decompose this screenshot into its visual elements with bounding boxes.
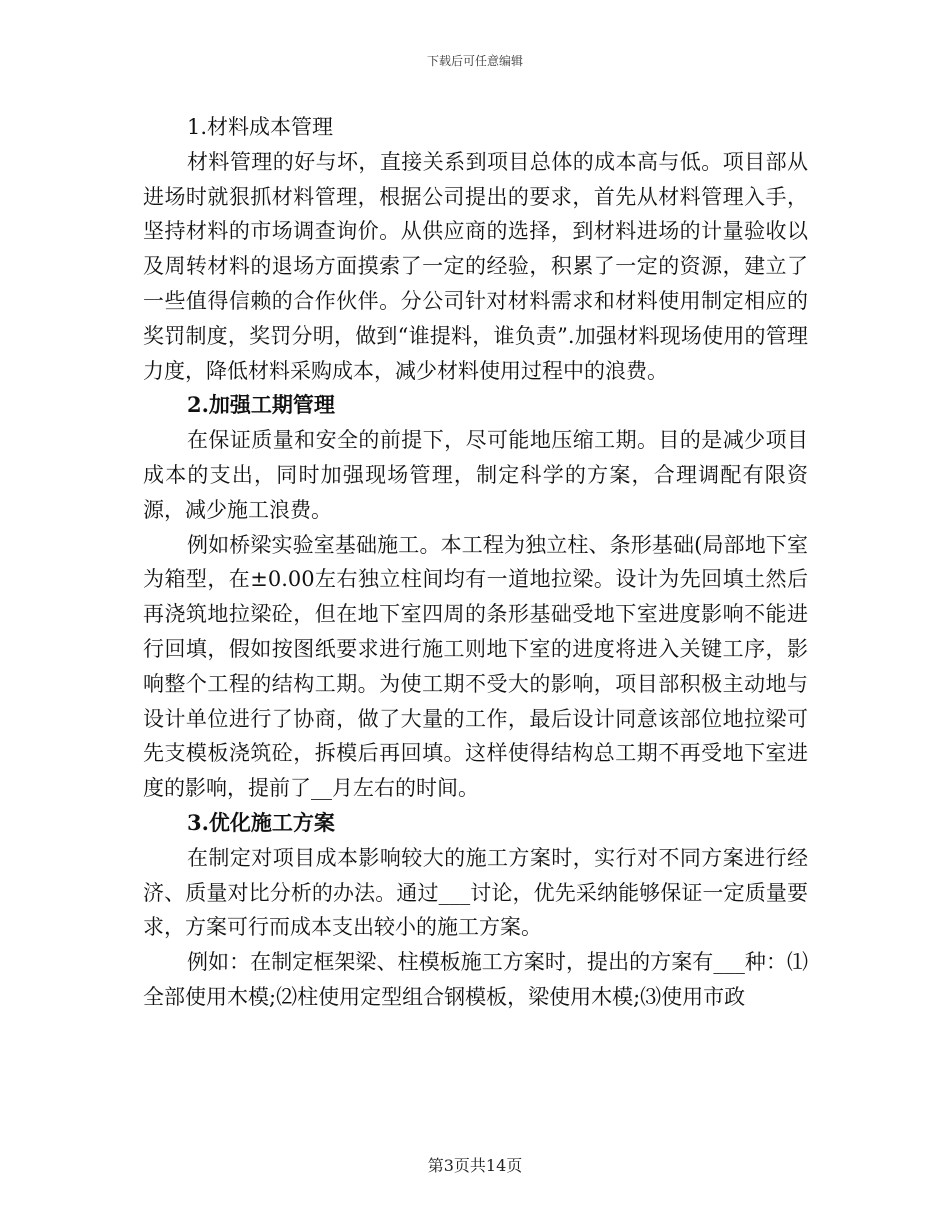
page-header-note: 下载后可任意编辑 <box>426 54 523 68</box>
section-heading-construction-plan: 3.优化施工方案 <box>187 809 335 835</box>
section-heading-material-cost: 1.材料成本管理 <box>187 115 334 139</box>
paragraph-formwork-example: 例如：在制定框架梁、柱模板施工方案时，提出的方案有___种：⑴全部使用木模;⑵柱使用定型组合钢模板，梁使用木模;⑶使用市政 <box>143 950 808 1009</box>
paragraph-bridge-lab-example: 例如桥梁实验室基础施工。本工程为独立柱、条形基础(局部地下室为箱型，在±0.00左右独立柱间均有一道地拉梁。设计为先回填土然后再浇筑地拉梁砼，但在地下室四周的条形基础受地下室进度影响不能进行回填，假如按图纸要求进行施工则地下室的进度将进入关键工序，影响整个工程的结构工期。为使工期不受大的影响，项目部积极主动地与设计单位进行了协商，做了大量的工作，最后设计同意该部位地拉梁可先支模板浇筑砼，拆模后再回填。这样使得结构总工期不再受地下室进度的影响，提前了__月左右的时间。 <box>143 532 808 801</box>
document-body <box>143 110 808 1015</box>
paragraph-construction-plan: 在制定对项目成本影响较大的施工方案时，实行对不同方案进行经济、质量对比分析的办法。通过___讨论，优先采纳能够保证一定质量要求，方案可行而成本支出较小的施工方案。 <box>143 845 808 940</box>
page-number: 第3页共14页 <box>427 1156 523 1175</box>
paragraph-schedule: 在保证质量和安全的前提下，尽可能地压缩工期。目的是减少项目成本的支出，同时加强现场管理，制定科学的方案，合理调配有限资源，减少施工浪费。 <box>143 428 808 522</box>
section-heading-schedule: 2.加强工期管理 <box>187 392 335 418</box>
paragraph-material-cost: 材料管理的好与坏，直接关系到项目总体的成本高与低。项目部从进场时就狠抓材料管理，根据公司提出的要求，首先从材料管理入手，坚持材料的市场调查询价。从供应商的选择，到材料进场的计量验收以及周转材料的退场方面摸索了一定的经验，积累了一定的资源，建立了一些值得信赖的合作伙伴。分公司针对材料需求和材料使用制定相应的奖罚制度，奖罚分明，做到“谁提料，谁负责”.加强材料现场使用的管理力度，降低材料采购成本，减少材料使用过程中的浪费。 <box>143 149 808 383</box>
